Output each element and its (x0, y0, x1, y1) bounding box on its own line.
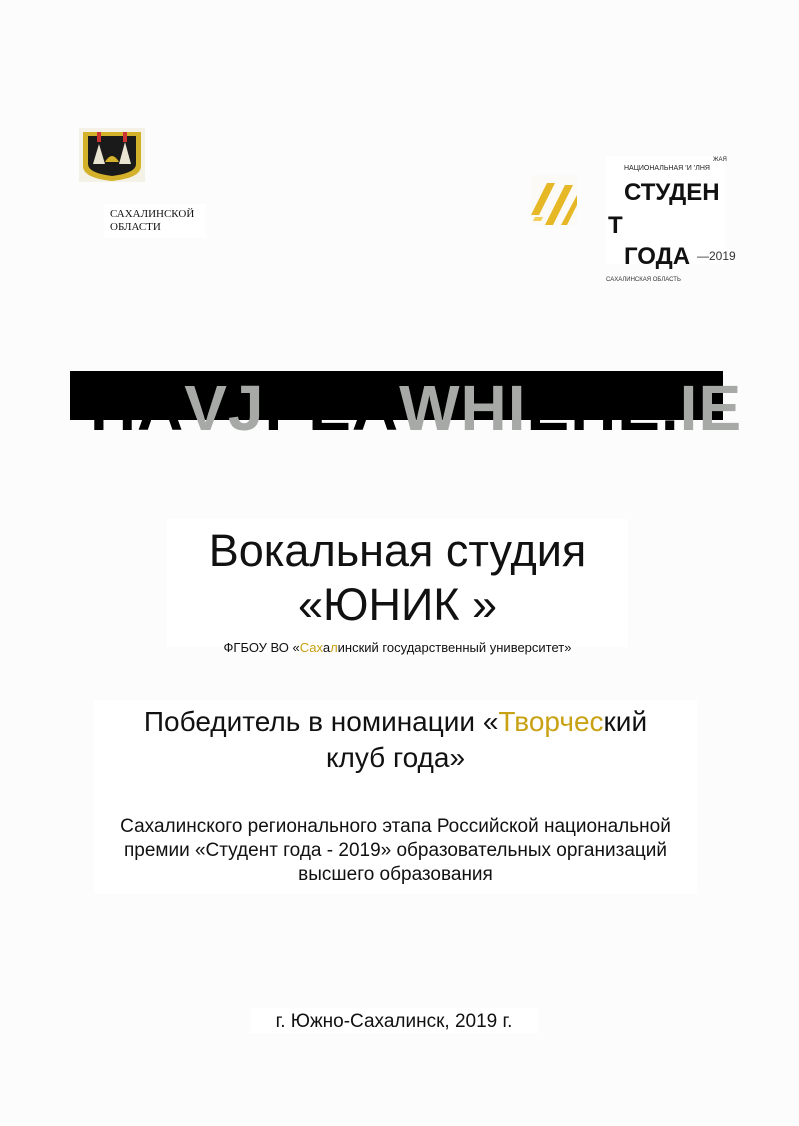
university-gold-1: Сах (299, 640, 323, 655)
nomination-gold: Творчес (498, 706, 604, 737)
logo-title-line3: ГОДА (624, 243, 691, 270)
stage-line2: премии «Студент года - 2019» образовательных организаций (123, 840, 667, 861)
stage-line3: высшего образования (298, 864, 493, 885)
banner-title-clip (70, 372, 743, 447)
studio-title-line1: Вокальная студия (208, 525, 587, 576)
banner-title-part: РЕА (264, 372, 400, 444)
stage-description (94, 815, 697, 887)
region-label-line1: САХАЛИНСКОЙ (110, 208, 195, 220)
city-year: г. Южно-Сахалинск, 2019 г. (275, 1011, 513, 1032)
region-label (110, 208, 194, 234)
logo-title-line2: Т (608, 212, 623, 239)
banner-title-part: ЕПЕ. (526, 372, 680, 444)
yellow-stripes-logo (531, 175, 577, 225)
logo-title-line1: СТУДЕН (624, 179, 720, 206)
studio-title-line2: «ЮНИК » (297, 579, 498, 630)
banner-title-part: IЕ (679, 372, 743, 444)
banner-title (90, 373, 742, 443)
banner-title-part: Н (460, 372, 508, 444)
university-name (170, 640, 625, 656)
university-suffix: инский государственный университет» (337, 640, 572, 655)
nomination-line2: клуб года» (325, 742, 466, 773)
region-label-line2: ОБЛАСТИ (110, 221, 161, 233)
university-middle: а (322, 640, 331, 655)
banner-title-part: VJ (184, 372, 265, 444)
coat-of-arms-image (79, 128, 145, 182)
logo-small-text-1: ЖАЯ (713, 157, 727, 163)
banner-title-part: W (399, 372, 461, 444)
stage-line1: Сахалинского регионального этапа Российской национальной (120, 816, 671, 837)
logo-year: —2019 (697, 249, 736, 263)
logo-region-caption: САХАЛИНСКАЯ ОБЛАСТЬ (606, 277, 681, 283)
banner-title-part: I (507, 372, 527, 444)
banner-title-part: ПА (90, 372, 185, 444)
university-prefix: ФГБОУ ВО « (223, 640, 300, 655)
nomination-prefix: Победитель в номинации « (143, 706, 499, 737)
nomination-suffix: кий (603, 706, 648, 737)
nomination-line1 (94, 704, 697, 740)
logo-small-text-2: НАЦИОНАЛЬНАЯ ’И ’ЛНЯ (624, 165, 710, 172)
university-gold-2: л (330, 640, 338, 655)
